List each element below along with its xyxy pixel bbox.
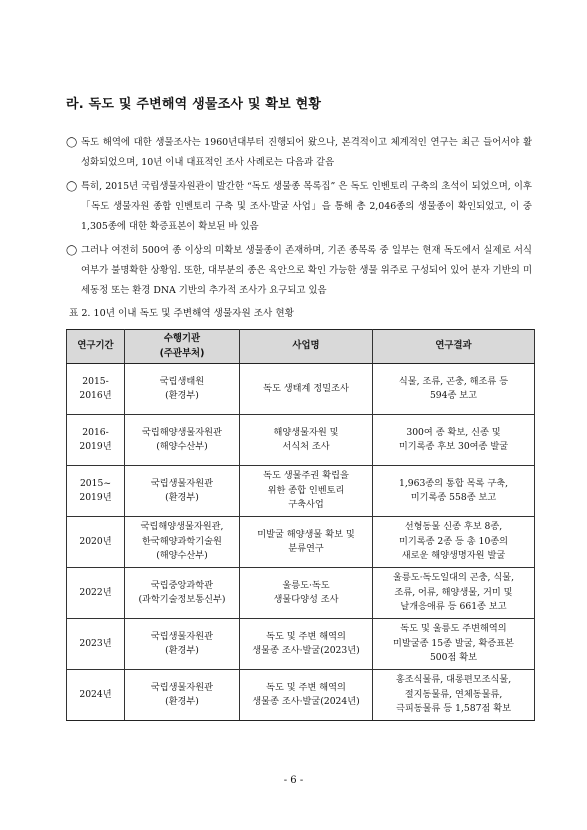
section-heading: 라. 독도 및 주변해역 생물조사 및 확보 현황	[66, 97, 322, 112]
cell-period-line: 2015~	[79, 477, 112, 489]
cell-period-line: 2022년	[79, 586, 112, 598]
cell-agency	[125, 364, 240, 415]
cell-period	[67, 517, 125, 568]
table-row	[67, 568, 535, 619]
cell-agency	[125, 415, 240, 466]
cell-period	[67, 670, 125, 721]
cell-agency	[125, 670, 240, 721]
cell-agency-line: (과학기술정보통신부)	[138, 594, 226, 605]
table-caption: 표 2. 10년 이내 독도 및 주변해역 생물자원 조사 현황	[69, 308, 294, 319]
cell-project-line: 위한 종합 인벤토리	[267, 484, 345, 496]
cell-period-line: 2019년	[79, 441, 112, 452]
cell-result-line: 날개응애류 등 661종 보고	[400, 601, 507, 613]
table-row	[67, 517, 535, 568]
cell-project-line: 서식처 조사	[282, 441, 330, 452]
cell-agency-line: 한국해양과학기술원	[142, 535, 222, 547]
cell-result-line: 594종 보고	[429, 390, 478, 401]
cell-period-line: 2019년	[79, 492, 112, 503]
cell-project	[240, 415, 373, 466]
cell-project	[240, 670, 373, 721]
bullet-text: 그러나 여전히 500여 종 이상의 미확보 생물종이 존재하며, 기존 종목록 중 일부는 현재 독도에서 실제로 서식 여부가 불명확한 상황임. 또한, 대부분의 종은 육안으로 확인 가능한 생물 위주로 구성되어 있어 분자 기반의 미세동정 또는 환경 DNA 기반의 추가적 조사가 요구되고 있음	[81, 245, 532, 296]
cell-result-line: 울릉도·독도일대의 곤충, 식물,	[392, 572, 515, 584]
bullet-text: 특히, 2015년 국립생물자원관이 발간한 “독도 생물종 목록집” 은 독도 인벤토리 구축의 초석이 되었으며, 이후 「독도 생물자원 종합 인벤토리 구축 및 조사·발굴 사업」을 통해 총 2,046종의 생물종이 확인되었고, 이 중 1,305종에 대한 확증표본이 확보된 바 있음	[81, 181, 532, 232]
table-header-row	[67, 330, 535, 364]
cell-period-line: 2016-	[82, 426, 109, 438]
cell-result	[373, 619, 535, 670]
cell-agency-line: 국립해양생물자원관	[142, 426, 222, 438]
cell-agency-line: (해양수산부)	[156, 550, 208, 562]
cell-result-line: 절지동물류, 연체동물류,	[404, 688, 503, 700]
cell-project-line: 독도 및 주변 해역의	[266, 630, 346, 642]
cell-result	[373, 466, 535, 517]
bullet-text: 독도 해역에 대한 생물조사는 1960년대부터 진행되어 왔으나, 본격적이고 체계적인 연구는 최근 들어서야 활성화되었으며, 10년 이내 대표적인 조사 사례로는 다음과 같음	[81, 137, 532, 168]
header-result: 연구결과	[373, 330, 535, 364]
cell-result	[373, 415, 535, 466]
cell-result	[373, 568, 535, 619]
cell-agency	[125, 619, 240, 670]
cell-period-line: 2023년	[79, 637, 112, 649]
cell-agency-line: 국립생태원	[159, 375, 205, 387]
cell-project-line: 해양생물자원 및	[273, 426, 339, 438]
cell-project	[240, 517, 373, 568]
bullet-item	[66, 241, 532, 301]
cell-agency-line: (해양수산부)	[156, 441, 208, 452]
cell-result	[373, 670, 535, 721]
cell-project-line: 생물종 조사·발굴(2024년)	[252, 696, 360, 707]
cell-period	[67, 364, 125, 415]
cell-result-line: 미기록종 2종 등 총 10종의	[398, 535, 509, 547]
cell-result-line: 미기록종 558종 보고	[410, 492, 497, 503]
cell-project	[240, 364, 373, 415]
cell-result-line: 300여 종 확보, 신종 및	[406, 426, 501, 438]
cell-result-line: 홍조식물류, 대롱편모조식물,	[395, 674, 512, 686]
cell-result-line: 극피동물류 등 1,587점 확보	[396, 703, 511, 715]
cell-agency-line: (환경부)	[165, 696, 199, 707]
cell-result-line: 선형동물 신종 후보 8종,	[404, 521, 503, 533]
bullet-item	[66, 177, 532, 237]
cell-period	[67, 415, 125, 466]
cell-agency-line: 국립해양생물자원관,	[140, 521, 224, 533]
cell-agency-line: 국립중앙과학관	[150, 579, 214, 591]
table-row	[67, 415, 535, 466]
cell-agency	[125, 517, 240, 568]
cell-period	[67, 619, 125, 670]
table-row	[67, 466, 535, 517]
table-row	[67, 364, 535, 415]
circle-bullet-icon: ◯	[66, 245, 78, 256]
bullet-item	[66, 133, 532, 173]
cell-project-line: 미발굴 해양생물 확보 및	[257, 528, 355, 540]
cell-agency-line: 국립생물자원관	[150, 477, 214, 489]
cell-project-line: 분류연구	[288, 543, 324, 554]
header-agency: 수행기관 (주관부처)	[125, 330, 240, 364]
cell-agency-line: 국립생물자원관	[150, 630, 214, 642]
cell-period	[67, 466, 125, 517]
cell-period-line: 2020년	[79, 535, 112, 547]
circle-bullet-icon: ◯	[66, 137, 78, 148]
header-project: 사업명	[240, 330, 373, 364]
cell-project-line: 울릉도·독도	[282, 579, 330, 591]
cell-result-line: 독도 및 울릉도 주변해역의	[400, 623, 507, 635]
page-number: - 6 -	[283, 775, 304, 786]
cell-result	[373, 517, 535, 568]
cell-period-line: 2015-	[82, 375, 109, 387]
cell-result-line: 1,963종의 통합 목록 구축,	[399, 477, 508, 489]
cell-project	[240, 466, 373, 517]
cell-project-line: 독도 및 주변 해역의	[266, 681, 346, 693]
cell-project-line: 생물종 조사·발굴(2023년)	[252, 645, 360, 656]
cell-project-line: 독도 생물주권 확립을	[263, 470, 349, 482]
cell-result-line: 500점 확보	[429, 652, 478, 664]
cell-result-line: 미발굴종 15종 발굴, 확증표본	[393, 637, 514, 649]
cell-result	[373, 364, 535, 415]
table-body	[67, 364, 535, 721]
cell-result-line: 새로운 해양생명자원 발굴	[401, 550, 506, 562]
cell-agency-line: (환경부)	[165, 492, 199, 503]
survey-table	[66, 329, 535, 721]
cell-project	[240, 568, 373, 619]
cell-result-line: 미기록종 후보 30여종 발굴	[398, 441, 509, 452]
cell-period-line: 2024년	[79, 688, 112, 700]
cell-project-line: 독도 생태계 정밀조사	[263, 382, 349, 394]
cell-agency-line: (환경부)	[165, 390, 199, 401]
cell-period-line: 2016년	[79, 390, 112, 401]
table-row	[67, 670, 535, 721]
cell-project-line: 구축사업	[288, 499, 324, 511]
cell-project-line: 생물다양성 조사	[273, 594, 339, 605]
cell-agency-line: (환경부)	[165, 645, 199, 656]
cell-result-line: 조류, 어류, 해양생물, 거미 및	[394, 586, 513, 598]
bullet-list	[66, 133, 532, 305]
cell-project	[240, 619, 373, 670]
cell-agency	[125, 466, 240, 517]
cell-result-line: 식물, 조류, 곤충, 해조류 등	[398, 375, 509, 387]
cell-agency-line: 국립생물자원관	[150, 681, 214, 693]
cell-agency	[125, 568, 240, 619]
cell-period	[67, 568, 125, 619]
table-row	[67, 619, 535, 670]
circle-bullet-icon: ◯	[66, 181, 78, 192]
header-period: 연구기간	[67, 330, 125, 364]
